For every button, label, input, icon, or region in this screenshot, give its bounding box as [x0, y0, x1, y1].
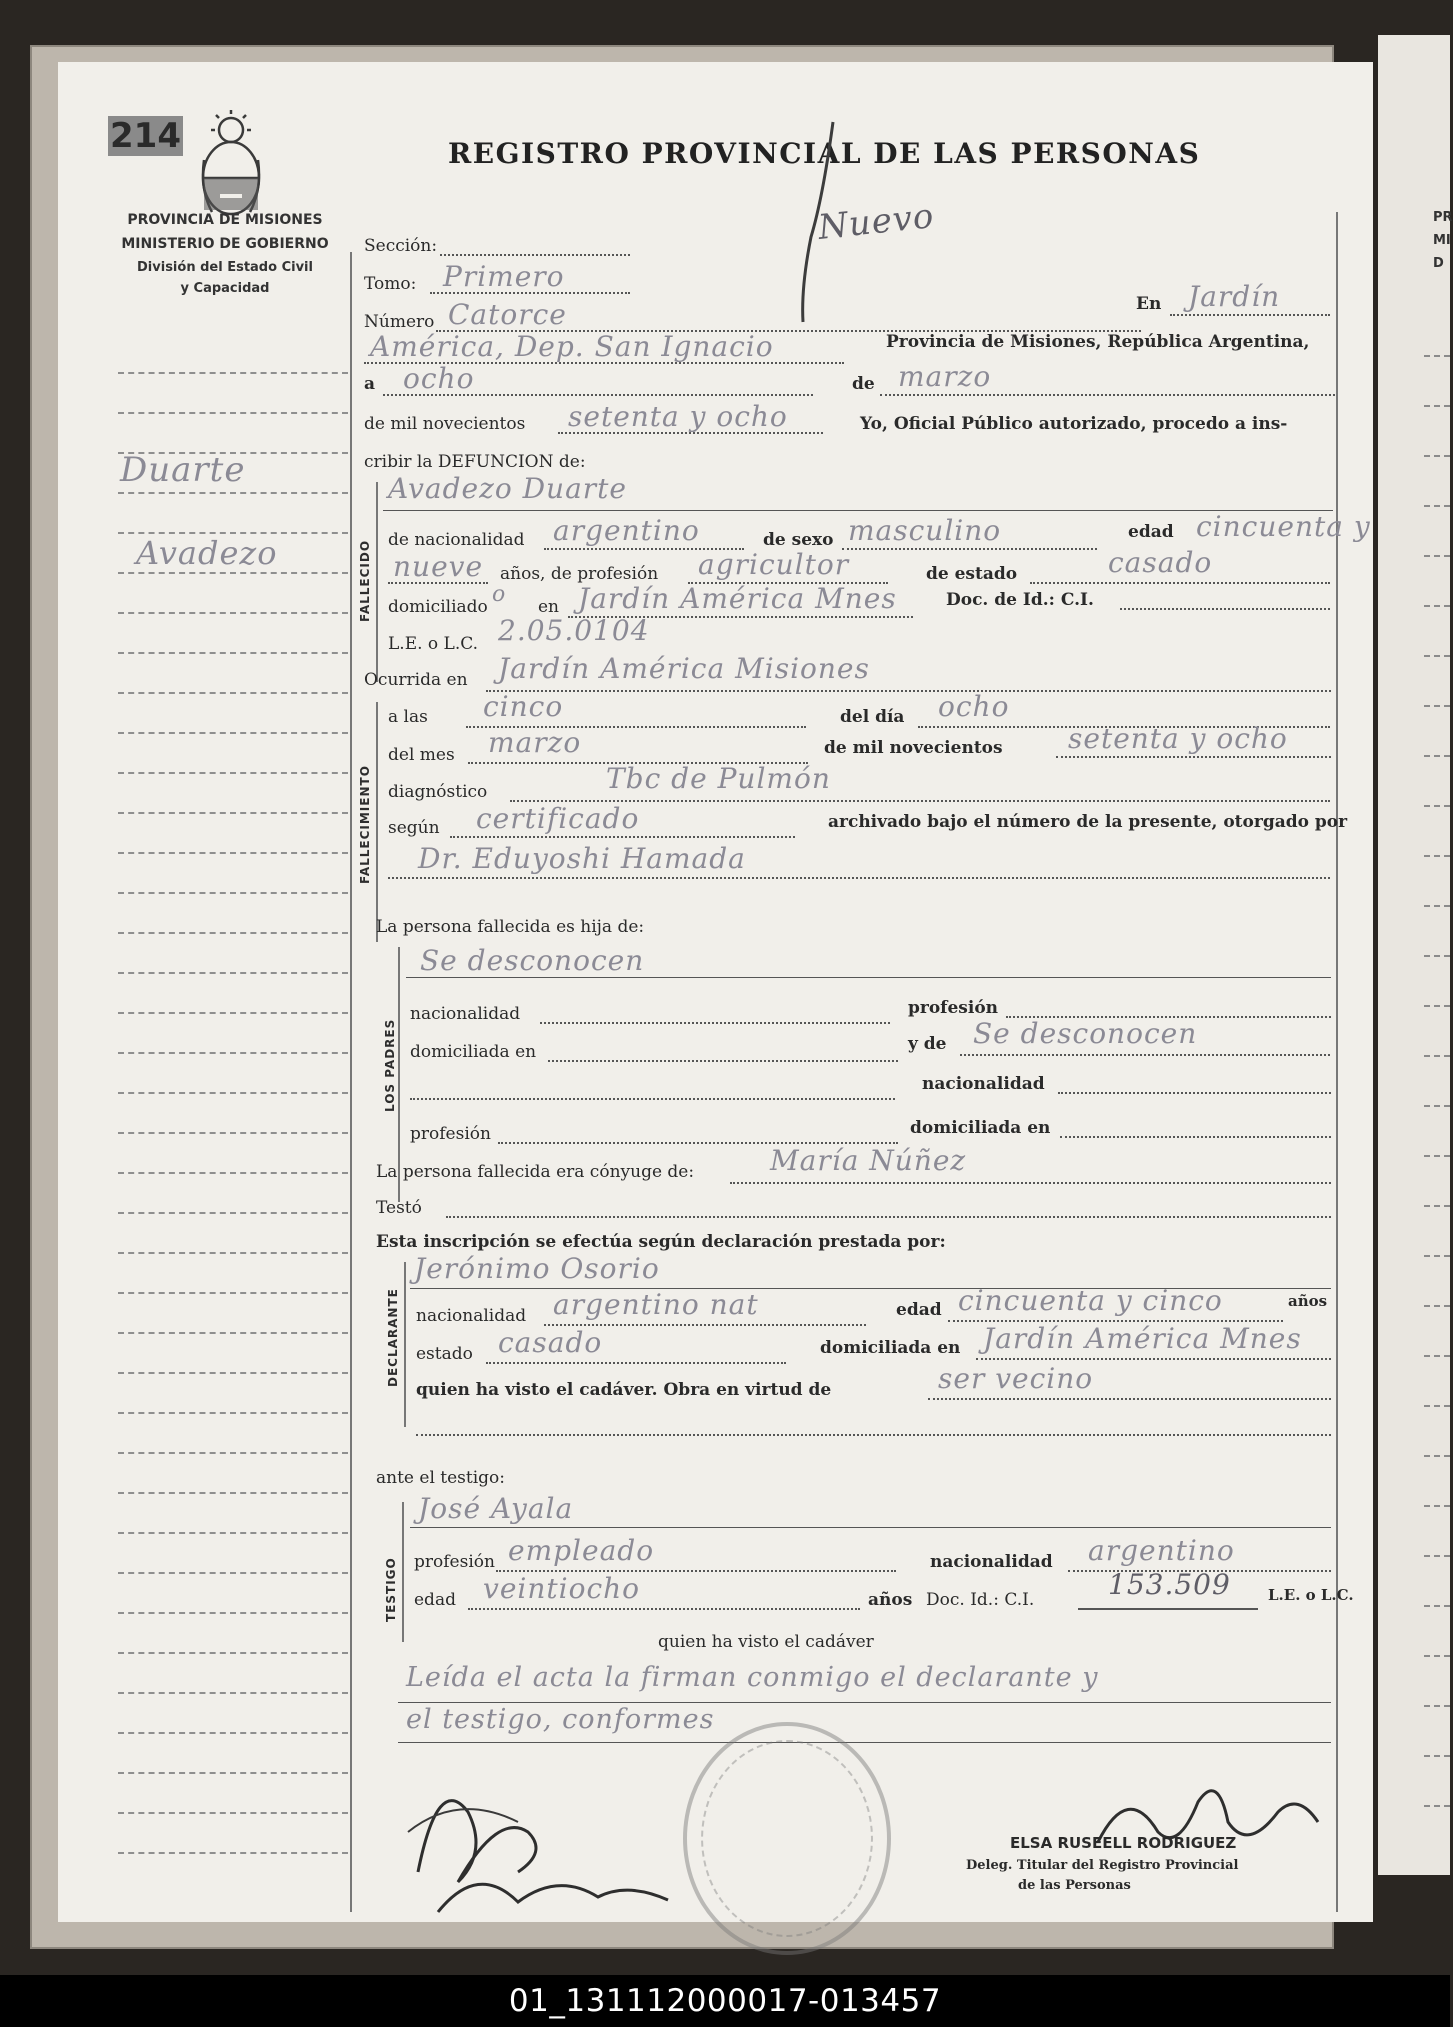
ocurrida-lugar: Jardín América Misiones [498, 652, 870, 685]
le-value: 2.05.0104 [498, 614, 650, 647]
conyuge-label: La persona fallecida era cónyuge de: [376, 1162, 695, 1182]
testigo-anios-label: años [868, 1590, 913, 1610]
testigo-profesion-label: profesión [414, 1552, 495, 1572]
official-seal [683, 1722, 891, 1955]
fallecimiento-bracket [376, 702, 378, 942]
archivado-text: archivado bajo el número de la presente, otorgado por [828, 812, 1348, 832]
agency-province: PROVINCIA DE MISIONES [127, 212, 323, 228]
del-dia-label: del día [840, 707, 905, 727]
domicilio-value: Jardín América Mnes [578, 582, 897, 615]
agency-division: División del Estado Civil [137, 260, 313, 275]
inscribir-text: cribir la DEFUNCION de: [364, 452, 586, 472]
coat-of-arms-icon [190, 110, 272, 220]
page-number: 214 [110, 116, 181, 156]
y-de-label: y de [908, 1034, 947, 1054]
dia-fallecimiento-value: ocho [938, 690, 1010, 723]
closing-line-1: Leída el acta la firman conmigo el declarante y [406, 1662, 1099, 1693]
place-value: América, Dep. San Ignacio [370, 330, 774, 363]
hija-label: La persona fallecida es hija de: [376, 917, 645, 937]
en-value: Jardín [1188, 280, 1281, 313]
declarante-edad-label: edad [896, 1300, 942, 1320]
domiciliado-label: domiciliado [388, 597, 488, 617]
edad-value-2: nueve [393, 550, 484, 583]
domicilio-prefix: o [492, 582, 507, 607]
padres-profesion-label: profesión [908, 998, 999, 1018]
fallecido-bracket [376, 482, 378, 682]
form-right-border [1336, 212, 1338, 1912]
register-page [58, 62, 1373, 1922]
seccion-label: Sección: [364, 236, 438, 256]
declarante-section-label: DECLARANTE [386, 1288, 400, 1387]
padres-nacionalidad2-label: nacionalidad [922, 1074, 1045, 1094]
testigo-doc-label: Doc. Id.: C.I. [926, 1590, 1035, 1610]
nacionalidad-value: argentino [553, 514, 700, 547]
testigo-ci-value: 153.509 [1108, 1568, 1231, 1601]
facing-page-text-fragment: D [1433, 256, 1444, 271]
declarante-domiciliada-label: domiciliada en [820, 1338, 961, 1358]
facing-page-text-fragment: MI [1433, 233, 1451, 248]
mes-fallecimiento-value: marzo [488, 726, 582, 759]
fallecimiento-section-label: FALLECIMIENTO [358, 765, 372, 884]
tomo-label: Tomo: [364, 274, 417, 294]
a-las-label: a las [388, 707, 428, 727]
declarante-anios-label: años [1288, 1292, 1328, 1310]
en-label: En [1136, 294, 1162, 314]
mil-fallecimiento-label: de mil novecientos [824, 738, 1003, 758]
document-title: REGISTRO PROVINCIAL DE LAS PERSONAS [448, 137, 1201, 170]
declarante-edad-value: cincuenta y cinco [958, 1284, 1223, 1317]
madre-value: Se desconocen [973, 1017, 1198, 1050]
testigo-visto-label: quien ha visto el cadáver [658, 1632, 874, 1652]
testigo-edad-value: veintiocho [483, 1572, 641, 1605]
padres-profesion2-label: profesión [410, 1124, 491, 1144]
mes-value: marzo [898, 360, 992, 393]
declarante-estado-label: estado [416, 1344, 473, 1364]
ocurrida-label: Ocurrida en [364, 670, 468, 690]
declarante-estado-value: casado [498, 1326, 603, 1359]
padres-nacionalidad-label: nacionalidad [410, 1004, 521, 1024]
de-label: de [852, 374, 875, 394]
testigo-profesion-value: empleado [508, 1534, 655, 1567]
mil-label: de mil novecientos [364, 414, 526, 434]
footer-id: 01_131112000017-013457 [508, 1983, 942, 2019]
oficial-text: Yo, Oficial Público autorizado, procedo a ins- [860, 414, 1288, 434]
edad-value-1: cincuenta y [1196, 510, 1371, 543]
declarante-domicilio-value: Jardín América Mnes [983, 1322, 1302, 1355]
anio-fallecimiento-value: setenta y ocho [1068, 722, 1288, 755]
agency-ministry: MINISTERIO DE GOBIERNO [121, 236, 329, 252]
margin-name-1: Duarte [120, 450, 246, 490]
declarante-nacionalidad-label: nacionalidad [416, 1306, 527, 1326]
official-title-1: Deleg. Titular del Registro Provincial [966, 1858, 1239, 1873]
facing-page-edge [1378, 35, 1453, 1875]
conyuge-value: María Núñez [770, 1144, 967, 1177]
hora-value: cinco [483, 690, 564, 723]
official-name: ELSA RUSEELL RODRIGUEZ [1010, 1834, 1237, 1852]
segun-label: según [388, 818, 440, 838]
sexo-value: masculino [848, 514, 1002, 547]
numero-label: Número [364, 312, 435, 332]
closing-line-2: el testigo, conformes [406, 1704, 715, 1735]
declarante-name: Jerónimo Osorio [414, 1252, 660, 1285]
footer-bar [0, 1975, 1450, 2027]
fallecido-section-label: FALLECIDO [358, 539, 372, 622]
tomo-value: Primero [443, 260, 565, 293]
numero-value: Catorce [448, 298, 567, 331]
anio-value: setenta y ocho [568, 400, 788, 433]
a-label: a [364, 374, 376, 394]
dia-value: ocho [403, 362, 475, 395]
declarante-nacionalidad-value: argentino nat [553, 1288, 759, 1321]
sexo-label: de sexo [763, 530, 834, 550]
margin-divider [350, 252, 352, 1912]
del-mes-label: del mes [388, 745, 455, 765]
testo-label: Testó [376, 1198, 422, 1218]
agency-capacity: y Capacidad [180, 281, 270, 296]
diagnostico-label: diagnóstico [388, 782, 488, 802]
padres-domiciliada2-label: domiciliada en [910, 1118, 1051, 1138]
pen-stroke-mark [793, 117, 843, 327]
testigo-name: José Ayala [418, 1492, 574, 1525]
estado-value: casado [1108, 546, 1213, 579]
official-signature [1088, 1762, 1328, 1872]
padres-domiciliada-label: domiciliada en [410, 1042, 537, 1062]
header-annotation: Nuevo [816, 196, 937, 248]
fallecido-name: Avadezo Duarte [388, 472, 627, 505]
doc-label: Doc. de Id.: C.I. [946, 590, 1094, 610]
declarante-signature [398, 1752, 698, 1922]
provincia-text: Provincia de Misiones, República Argentina, [886, 332, 1310, 352]
padre-value: Se desconocen [420, 944, 645, 977]
margin-name-2: Avadezo [136, 534, 278, 572]
padres-section-label: LOS PADRES [383, 1018, 397, 1112]
declarante-visto-label: quien ha visto el cadáver. Obra en virtud de [416, 1380, 832, 1400]
official-title-2: de las Personas [1018, 1878, 1131, 1893]
diagnostico-value: Tbc de Pulmón [606, 762, 831, 795]
testigo-bracket [402, 1502, 404, 1642]
domicilio-en-label: en [538, 597, 560, 617]
estado-label: de estado [926, 564, 1018, 584]
testigo-nacionalidad-label: nacionalidad [930, 1552, 1053, 1572]
medico-value: Dr. Eduyoshi Hamada [418, 842, 746, 875]
ante-testigo-label: ante el testigo: [376, 1468, 506, 1488]
testigo-section-label: TESTIGO [384, 1557, 398, 1622]
declarante-virtud-value: ser vecino [938, 1362, 1094, 1395]
anios-label: años, de profesión [500, 564, 659, 584]
testigo-le-label: L.E. o L.C. [1268, 1586, 1354, 1604]
testigo-edad-label: edad [414, 1590, 456, 1610]
testigo-nacionalidad-value: argentino [1088, 1534, 1235, 1567]
profesion-value: agricultor [698, 548, 850, 581]
edad-label: edad [1128, 522, 1174, 542]
facing-page-text-fragment: PR [1433, 210, 1453, 225]
segun-value: certificado [476, 802, 640, 835]
declaracion-label: Esta inscripción se efectúa según declaración prestada por: [376, 1232, 946, 1252]
declarante-bracket [404, 1262, 406, 1427]
le-label: L.E. o L.C. [388, 634, 479, 654]
nacionalidad-label: de nacionalidad [388, 530, 525, 550]
